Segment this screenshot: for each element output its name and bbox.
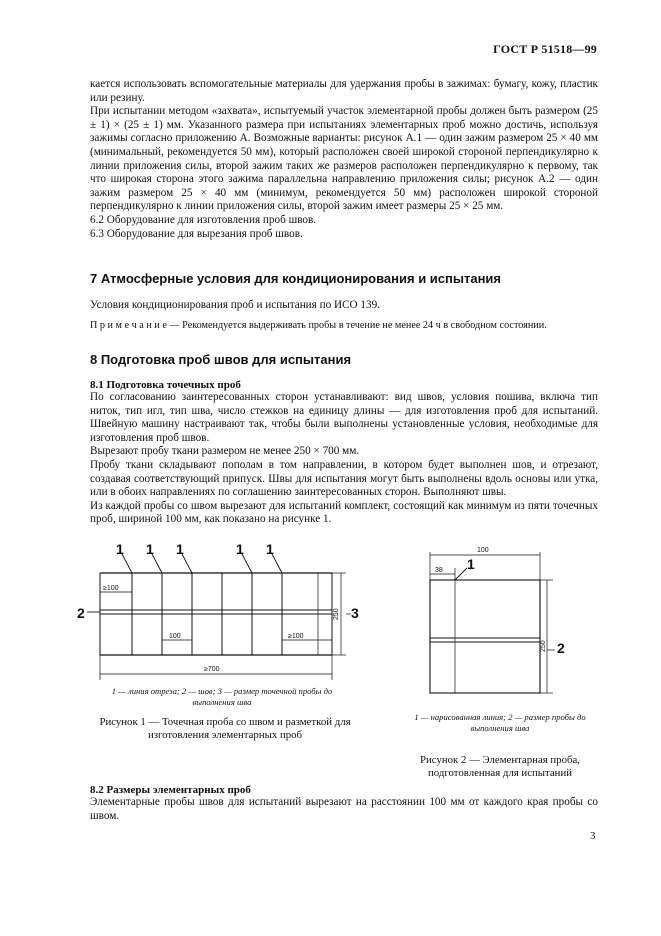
label-cut-line: 1 [116, 541, 124, 557]
figure-2-legend: 1 — нарисованная линия; 2 — размер пробы до выполнения шва [414, 712, 586, 733]
section-8-text-block [90, 391, 598, 527]
label-cut-line: 1 [176, 541, 184, 557]
label-drawn-line: 1 [467, 556, 475, 572]
top-text-block [90, 78, 598, 241]
paragraph: Пробу ткани складывают пополам в том направлении, в котором будет выполнен шов, и отрезают, создавая соответствующий припуск. Швы для испытания могут быть выполнены вдоль основы или утка, или в обоих направлениях по соглашению заинтересованных сторон. Выполняют швы. [90, 458, 598, 499]
paragraph: кается использовать вспомогательные материалы для удержания пробы в зажимах: бумагу, кожу, пластик или резину. [90, 78, 598, 104]
paragraph: Из каждой пробы со швом вырезают для испытаний комплект, состоящий как минимум из пяти точечных проб, шириной 100 мм, как показано на рисунке 1. [90, 499, 598, 526]
section-7-note [90, 320, 610, 331]
page-number: 3 [590, 830, 596, 842]
section-8-2-text: Элементарные пробы швов для испытаний вырезают на расстоянии 100 мм от каждого края пробы со швом. [90, 796, 598, 822]
paragraph [90, 105, 598, 214]
document-header: ГОСТ Р 51518—99 [493, 42, 597, 56]
note-label: П р и м е ч а н и е [90, 320, 167, 331]
specimen-outline [430, 580, 540, 693]
figure-1-drawing [70, 540, 370, 690]
label-seam: 2 [77, 605, 85, 621]
dim-min-100-left: ≥100 [103, 585, 119, 592]
dim-min-100-right: ≥100 [288, 633, 304, 640]
dim-100: 100 [169, 633, 181, 640]
subsection-8-1-heading: 8.1 Подготовка точечных проб [90, 379, 241, 391]
note-text: — Рекомендуется выдерживать пробы в течение не менее 24 ч в свободном состоянии. [166, 320, 547, 331]
paragraph: Вырезают пробу ткани размером не менее 250 × 700 мм. [90, 445, 360, 458]
dim-250: 250 [540, 640, 547, 652]
section-7-heading: 7 Атмосферные условия для кондиционирования и испытания [90, 271, 502, 286]
section-7-text: Условия кондиционирования проб и испытания по ИСО 139. [90, 299, 380, 311]
dim-250: 250 [333, 608, 340, 620]
label-cut-line: 1 [266, 541, 274, 557]
figure-1-legend: 1 — линия отреза; 2 — шов; 3 — размер точечной пробы до выполнения шва [111, 686, 333, 707]
figure-2-caption: Рисунок 2 — Элементарная проба, подготовленная для испытаний [420, 754, 580, 779]
dim-38: 38 [435, 567, 443, 574]
label-size: 3 [351, 605, 359, 621]
figure-1-caption: Рисунок 1 — Точечная проба со швом и разметкой для изготовления элементарных проб [99, 716, 351, 741]
dim-min-700: ≥700 [204, 666, 220, 673]
figure-2-drawing [395, 540, 590, 710]
label-cut-line: 1 [146, 541, 154, 557]
label-size: 2 [557, 640, 565, 656]
paragraph: По согласованию заинтересованных сторон устанавливают: вид швов, условия пошива, включа тип ниток, тип игл, тип шва, число стежков на единицу длины — для изготовления проб для испытаний. Швейную машину настраивают так, чтобы были выполнены установленные условия, необходимые для изготовления проб швов. [90, 391, 598, 444]
label-cut-line: 1 [236, 541, 244, 557]
paragraph-text: При испытании методом «захвата», испытуемый участок элементарной пробы должен быть размером (25 ± 1) × (25 ± 1) мм. Указанного размера при испытаниях элементарных проб можно достичь, используя зажимы согласно приложению А. Возможные варианты: рисунок А.1 — один зажим размером 25 × 40 мм (минимальный, рекомендуется 50 мм), который расположен своей широкой стороной перпендикулярно к линии приложения силы, второй зажим таких же размеров расположен перпендикулярно к первому, так что широкая сторона этого зажима параллельна направлению приложения силы; рисунок А.2 — один зажим размером 25 × 40 мм (минимум, рекомендуется 50 мм) расположен широкой стороной перпендикулярно к линии приложения силы, второй зажим имеет размеры 25 × 25 мм. [90, 105, 598, 213]
subsection-8-2-heading: 8.2 Размеры элементарных проб [90, 784, 251, 796]
dim-100: 100 [477, 547, 489, 554]
section-8-heading: 8 Подготовка проб швов для испытания [90, 352, 352, 367]
paragraph: 6.3 Оборудование для вырезания проб швов. [90, 227, 303, 240]
paragraph: 6.2 Оборудование для изготовления проб швов. [90, 213, 317, 226]
